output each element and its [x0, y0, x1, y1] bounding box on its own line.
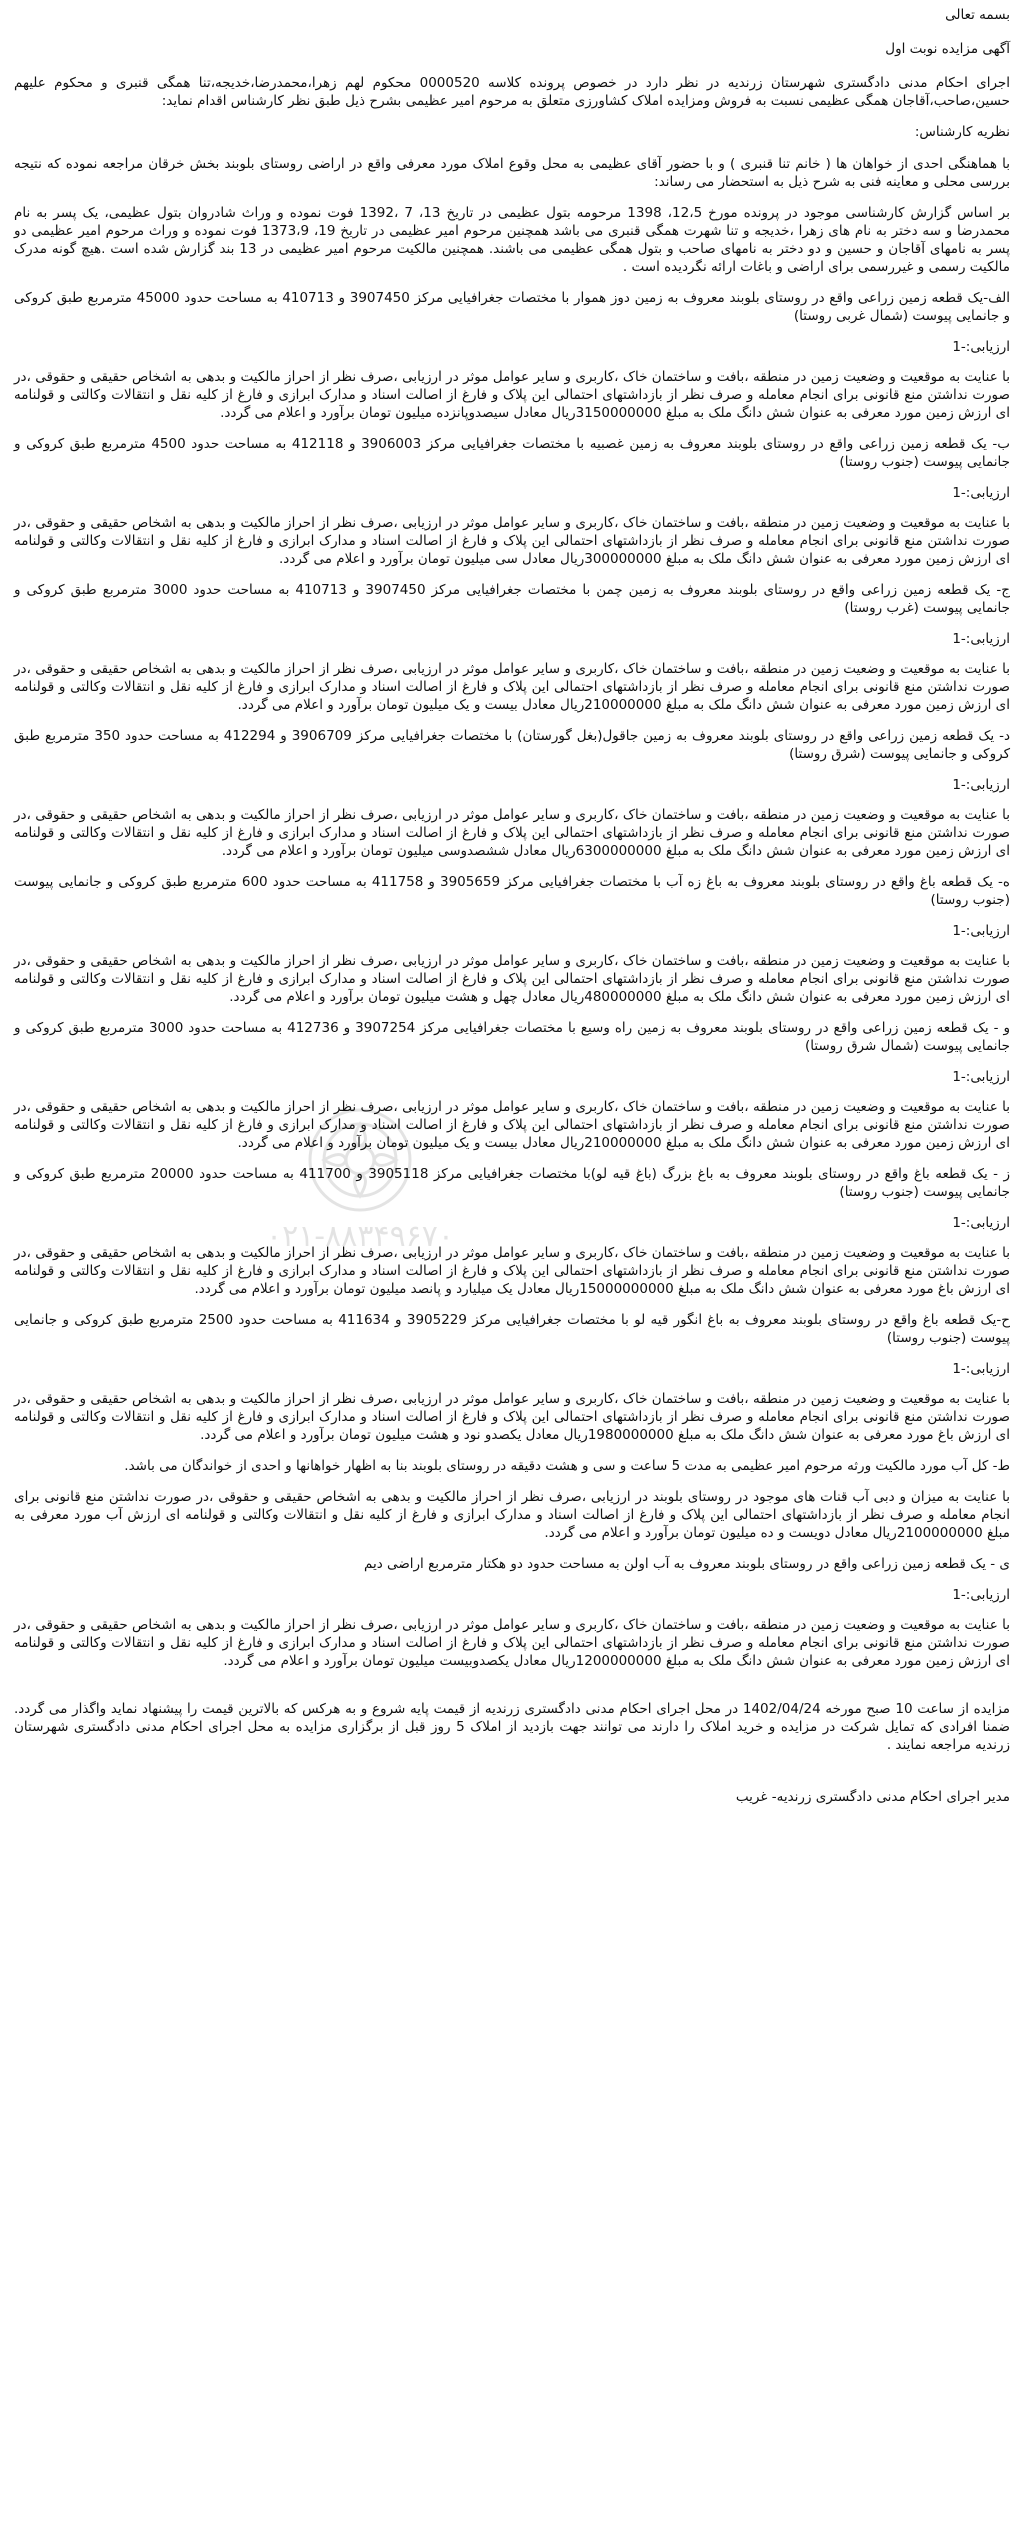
- signature: مدیر اجرای احکام مدنی دادگستری زرندیه- غریب: [735, 1789, 1010, 1805]
- property-item-title: ج- یک قطعه زمین زراعی واقع در روستای بلوبند معروف به زمین چمن با مختصات جغرافیایی مرکز 3907450 و 410713 به مساحت حدود 3000 مترمربع طبق کروکی و جانمایی پیوست (غرب روستا): [14, 582, 1010, 616]
- water-rights-title: ط- کل آب مورد مالکیت ورثه مرحوم امیر عظیمی به مدت 5 ساعت و سی و هشت دقیقه در روستای بلوبند بنا به اظهار خواهانها و احدی از خواندگان می باشد.: [124, 1458, 1010, 1474]
- evaluation-paragraph: با عنایت به موقعیت و وضعیت زمین در منطقه ،بافت و ساختمان خاک ،کاربری و سایر عوامل موثر در ارزیابی ،صرف نظر از احراز مالکیت و بدهی به اشخاص حقیقی و حقوقی ،در صورت نداشتن منع قانونی برای انجام معامله و صرف نظر از بازداشتهای احتمالی این پلاک و فارغ از اصالت اسناد و مدارک ابرازی و فارغ از کلیه نقل و انتقالات وکالتی و قولنامه ای ارزش زمین مورد معرفی به عنوان شش دانگ ملک به مبلغ 3150000000ریال معادل سیصدوپانزده میلیون تومان برآورد و اعلام می گردد.: [14, 369, 1010, 421]
- water-evaluation-paragraph: با عنایت به میزان و دبی آب قنات های موجود در روستای بلوبند در ارزیابی ،صرف نظر از احراز مالکیت و بدهی به اشخاص حقیقی و حقوقی ،در صورت نداشتن منع قانونی برای انجام معامله و صرف نظر از بازداشتهای احتمالی این پلاک و فارغ از اصالت اسناد و مدارک ابرازی و فارغ از کلیه نقل و انتقالات وکالتی و قولنامه ای ارزش آب مورد معرفی به مبلغ 2100000000ریال معادل دویست و ده میلیون تومان برآورد و اعلام می گردد.: [14, 1489, 1010, 1541]
- evaluation-paragraph: با عنایت به موقعیت و وضعیت زمین در منطقه ،بافت و ساختمان خاک ،کاربری و سایر عوامل موثر در ارزیابی ،صرف نظر از احراز مالکیت و بدهی به اشخاص حقیقی و حقوقی ،در صورت نداشتن منع قانونی برای انجام معامله و صرف نظر از بازداشتهای احتمالی این پلاک و فارغ از اصالت اسناد و مدارک ابرازی و فارغ از کلیه نقل و انتقالات وکالتی و قولنامه ای ارزش باغ مورد معرفی به عنوان شش دانگ ملک به مبلغ 1980000000ریال معادل یکصدو نود و هشت میلیون تومان برآورد و اعلام می گردد.: [14, 1391, 1010, 1443]
- property-item-title: د- یک قطعه زمین زراعی واقع در روستای بلوبند معروف به زمین جاقول(بغل گورستان) با مختصات جغرافیایی مرکز 3906709 و 412294 به مساحت حدود 350 مترمربع طبق کروکی و جانمایی پیوست (شرق روستا): [14, 728, 1010, 762]
- evaluation-label: ارزیابی:-1: [952, 1361, 1010, 1377]
- watermark-phone: ۰۲۱-۸۸۳۴۹۶۷۰: [265, 1219, 455, 1254]
- expert-report-paragraph: بر اساس گزارش کارشناسی موجود در پرونده مورخ 12،5، 1398 مرحومه بتول عظیمی در تاریخ 13، 7 ،1392 فوت نموده و وراث شادروان بتول عظیمی، یک پسر به نام محمدرضا و سه دختر به نام های زهرا ،خدیجه و تنا شهرت همگی قنبری می باشد همچنین مرحوم امیر عظیمی در تاریخ 19، 1373،9 فوت نموده و وراث مرحوم امیر عظیمی دو پسر به نامهای آقاجان و حسین و دو دختر به نامهای صاحب و بتول همگی عظیمی می باشند. همچنین مالکیت مرحوم امیر عظیمی در 13 بند گزارش شده است .هیچ گونه مدرک مالکیت رسمی و غیررسمی برای اراضی و باغات ارائه نگردیده است .: [14, 205, 1011, 275]
- evaluation-paragraph: با عنایت به موقعیت و وضعیت زمین در منطقه ،بافت و ساختمان خاک ،کاربری و سایر عوامل موثر در ارزیابی ،صرف نظر از احراز مالکیت و بدهی به اشخاص حقیقی و حقوقی ،در صورت نداشتن منع قانونی برای انجام معامله و صرف نظر از بازداشتهای احتمالی این پلاک و فارغ از اصالت اسناد و مدارک ابرازی و فارغ از کلیه نقل و انتقالات وکالتی و قولنامه ای ارزش باغ مورد معرفی به عنوان شش دانگ ملک به مبلغ 15000000000ریال معادل یک میلیارد و پانصد میلیون تومان برآورد و اعلام می گردد.: [14, 1245, 1010, 1297]
- evaluation-label: ارزیابی:-1: [952, 1215, 1010, 1231]
- evaluation-label: ارزیابی:-1: [952, 631, 1010, 647]
- property-item-title: ه- یک قطعه باغ واقع در روستای بلوبند معروف به باغ زه آب با مختصات جغرافیایی مرکز 3905659 و 411758 به مساحت حدود 600 مترمربع طبق کروکی و جانمایی پیوست (جنوب روستا): [14, 874, 1010, 908]
- dryland-item-title: ی - یک قطعه زمین زراعی واقع در روستای بلوبند معروف به آب اولن به مساحت حدود دو هکتار مترمربع اراضی دیم: [364, 1556, 1010, 1572]
- evaluation-label: ارزیابی:-1: [952, 1587, 1010, 1603]
- basmala: بسمه تعالی: [945, 7, 1010, 23]
- dryland-evaluation-paragraph: با عنایت به موقعیت و وضعیت زمین در منطقه ،بافت و ساختمان خاک ،کاربری و سایر عوامل موثر در ارزیابی ،صرف نظر از احراز مالکیت و بدهی به اشخاص حقیقی و حقوقی ،در صورت نداشتن منع قانونی برای انجام معامله و صرف نظر از بازداشتهای احتمالی این پلاک و فارغ از اصالت اسناد و مدارک ابرازی و فارغ از کلیه نقل و انتقالات وکالتی و قولنامه ای ارزش زمین مورد معرفی به عنوان شش دانگ ملک به مبلغ 1200000000ریال معادل یکصدوبیست میلیون تومان برآورد و اعلام می گردد.: [14, 1617, 1010, 1669]
- evaluation-paragraph: با عنایت به موقعیت و وضعیت زمین در منطقه ،بافت و ساختمان خاک ،کاربری و سایر عوامل موثر در ارزیابی ،صرف نظر از احراز مالکیت و بدهی به اشخاص حقیقی و حقوقی ،در صورت نداشتن منع قانونی برای انجام معامله و صرف نظر از بازداشتهای احتمالی این پلاک و فارغ از اصالت اسناد و مدارک ابرازی و فارغ از کلیه نقل و انتقالات وکالتی و قولنامه ای ارزش زمین مورد معرفی به عنوان شش دانگ ملک به مبلغ 210000000ریال معادل بیست و یک میلیون تومان برآورد و اعلام می گردد.: [14, 1099, 1010, 1151]
- evaluation-label: ارزیابی:-1: [952, 339, 1010, 355]
- property-item-title: ب- یک قطعه زمین زراعی واقع در روستای بلوبند معروف به زمین غصبیه با مختصات جغرافیایی مرکز 3906003 و 412118 به مساحت حدود 4500 مترمربع طبق کروکی و جانمایی پیوست (جنوب روستا): [14, 436, 1010, 470]
- evaluation-paragraph: با عنایت به موقعیت و وضعیت زمین در منطقه ،بافت و ساختمان خاک ،کاربری و سایر عوامل موثر در ارزیابی ،صرف نظر از احراز مالکیت و بدهی به اشخاص حقیقی و حقوقی ،در صورت نداشتن منع قانونی برای انجام معامله و صرف نظر از بازداشتهای احتمالی این پلاک و فارغ از اصالت اسناد و مدارک ابرازی و فارغ از کلیه نقل و انتقالات وکالتی و قولنامه ای ارزش زمین مورد معرفی به عنوان شش دانگ ملک به مبلغ 300000000ریال معادل سی میلیون تومان برآورد و اعلام می گردد.: [14, 515, 1010, 567]
- auction-terms-paragraph: مزایده از ساعت 10 صبح مورخه 1402/04/24 در محل اجرای احکام مدنی دادگستری زرندیه از قیمت پایه شروع و به هرکس که بالاترین قیمت را پیشنهاد نماید واگذار می گردد. ضمنا افرادی که تمایل شرکت در مزایده و خرید املاک را دارند می توانند جهت بازدید از املاک 5 روز قبل از برگزاری مزایده به محل اجرای احکام مدنی دادگستری شهرستان زرندیه مراجعه نمایند .: [14, 1701, 1010, 1753]
- evaluation-paragraph: با عنایت به موقعیت و وضعیت زمین در منطقه ،بافت و ساختمان خاک ،کاربری و سایر عوامل موثر در ارزیابی ،صرف نظر از احراز مالکیت و بدهی به اشخاص حقیقی و حقوقی ،در صورت نداشتن منع قانونی برای انجام معامله و صرف نظر از بازداشتهای احتمالی این پلاک و فارغ از اصالت اسناد و مدارک ابرازی و فارغ از کلیه نقل و انتقالات وکالتی و قولنامه ای ارزش زمین مورد معرفی به عنوان شش دانگ ملک به مبلغ 6300000000ریال معادل ششصدوسی میلیون تومان برآورد و اعلام می گردد.: [14, 807, 1010, 859]
- intro-paragraph: اجرای احکام مدنی دادگستری شهرستان زرندیه در نظر دارد در خصوص پرونده کلاسه 0000520 محکوم لهم زهرا،محمدرضا،خدیجه،تنا همگی قنبری و محکوم علیهم حسین،صاحب،آقاجان همگی عظیمی نسبت به فروش ومزایده املاک کشاورزی متعلق به مرحوم امیر عظیمی بشرح ذیل طبق نظر کارشناس اقدام نماید:: [14, 75, 1011, 109]
- property-item-title: الف-یک قطعه زمین زراعی واقع در روستای بلوبند معروف به زمین دوز هموار با مختصات جغرافیایی مرکز 3907450 و 410713 به مساحت حدود 45000 مترمربع طبق کروکی و جانمایی پیوست (شمال غربی روستا): [14, 290, 1010, 324]
- expert-opinion-heading: نظریه کارشناس:: [914, 124, 1010, 140]
- evaluation-label: ارزیابی:-1: [952, 777, 1010, 793]
- notice-title: آگهی مزایده نوبت اول: [885, 41, 1010, 57]
- expert-visit-paragraph: با هماهنگی احدی از خواهان ها ( خانم تنا قنبری ) و با حضور آقای عظیمی به محل وقوع املاک مورد معرفی واقع در اراضی روستای بلوبند بخش خرقان مراجعه نموده که نتیجه بررسی محلی و معاینه فنی به شرح ذیل به استحضار می رساند:: [14, 156, 1010, 190]
- property-item-title: ح-یک قطعه باغ واقع در روستای بلوبند معروف به باغ انگور قیه لو با مختصات جغرافیایی مرکز 3905229 و 411634 به مساحت حدود 2500 مترمربع طبق کروکی و جانمایی پیوست (جنوب روستا): [14, 1312, 1010, 1346]
- evaluation-label: ارزیابی:-1: [952, 1069, 1010, 1085]
- evaluation-label: ارزیابی:-1: [952, 923, 1010, 939]
- property-item-title: ز - یک قطعه باغ واقع در روستای بلوبند معروف به باغ بزرگ (باغ قیه لو)با مختصات جغرافیایی مرکز 3905118 و 411700 به مساحت حدود 20000 مترمربع طبق کروکی و جانمایی پیوست (جنوب روستا): [14, 1166, 1010, 1200]
- evaluation-label: ارزیابی:-1: [952, 485, 1010, 501]
- evaluation-paragraph: با عنایت به موقعیت و وضعیت زمین در منطقه ،بافت و ساختمان خاک ،کاربری و سایر عوامل موثر در ارزیابی ،صرف نظر از احراز مالکیت و بدهی به اشخاص حقیقی و حقوقی ،در صورت نداشتن منع قانونی برای انجام معامله و صرف نظر از بازداشتهای احتمالی این پلاک و فارغ از اصالت اسناد و مدارک ابرازی و فارغ از کلیه نقل و انتقالات وکالتی و قولنامه ای ارزش زمین مورد معرفی به عنوان شش دانگ ملک به مبلغ 480000000ریال معادل چهل و هشت میلیون تومان برآورد و اعلام می گردد.: [14, 953, 1010, 1005]
- property-item-title: و - یک قطعه زمین زراعی واقع در روستای بلوبند معروف به زمین راه وسیع با مختصات جغرافیایی مرکز 3907254 و 412736 به مساحت حدود 3000 مترمربع طبق کروکی و جانمایی پیوست (شمال شرق روستا): [14, 1020, 1010, 1054]
- evaluation-paragraph: با عنایت به موقعیت و وضعیت زمین در منطقه ،بافت و ساختمان خاک ،کاربری و سایر عوامل موثر در ارزیابی ،صرف نظر از احراز مالکیت و بدهی به اشخاص حقیقی و حقوقی ،در صورت نداشتن منع قانونی برای انجام معامله و صرف نظر از بازداشتهای احتمالی این پلاک و فارغ از اصالت اسناد و مدارک ابرازی و فارغ از کلیه نقل و انتقالات وکالتی و قولنامه ای ارزش زمین مورد معرفی به عنوان شش دانگ ملک به مبلغ 210000000ریال معادل بیست و یک میلیون تومان برآورد و اعلام می گردد.: [14, 661, 1010, 713]
